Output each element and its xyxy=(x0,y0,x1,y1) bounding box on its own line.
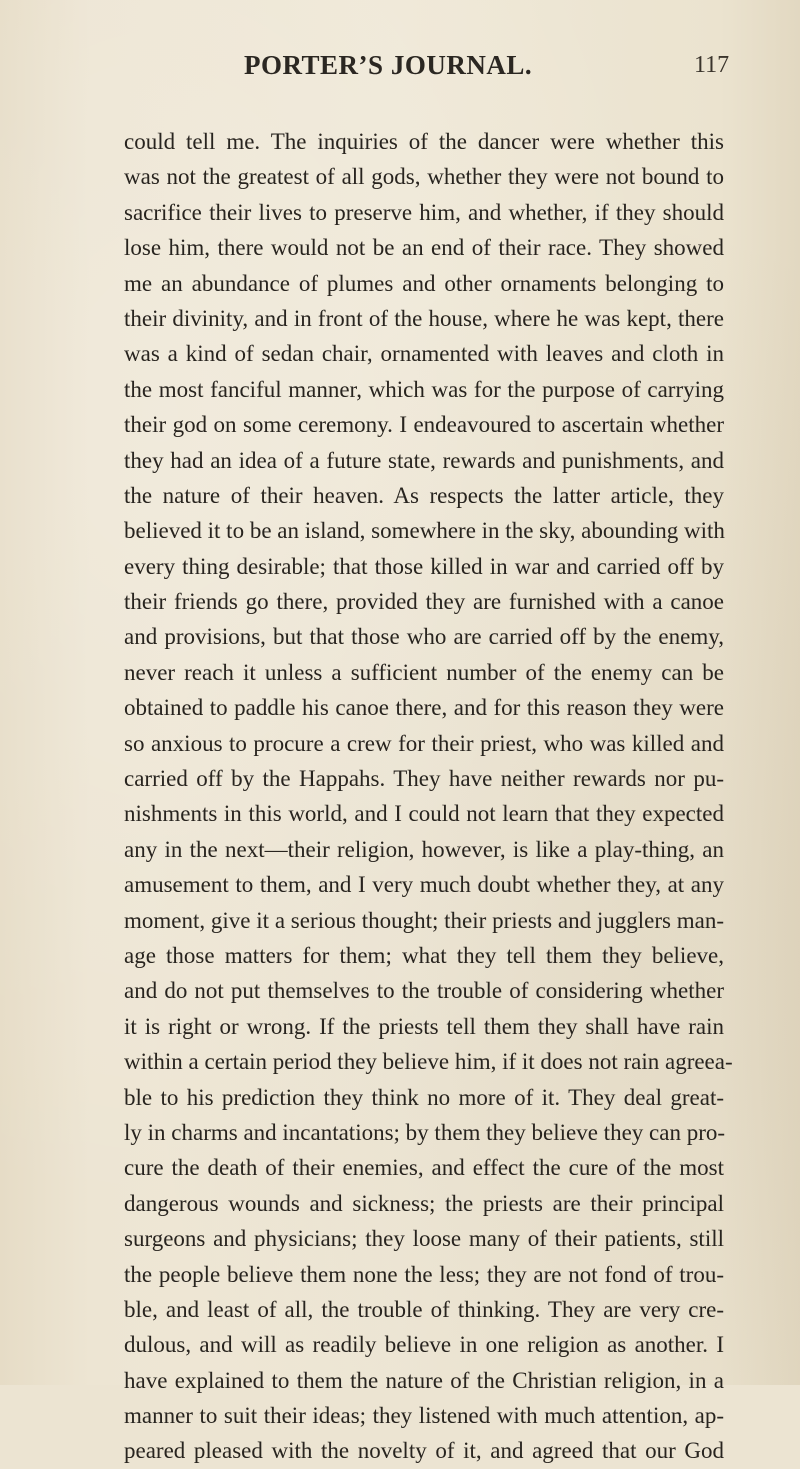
text-line: have explained to them the nature of the Christian religion, in a xyxy=(124,1367,724,1393)
text-line: and provisions, but that those who are carried off by the enemy, xyxy=(124,624,724,650)
text-line: every thing desirable; that those killed in war and carried off by xyxy=(124,553,724,579)
text-line: amusement to them, and I very much doubt whether they, at any xyxy=(124,872,724,898)
text-line: sacrifice their lives to preserve him, and whether, if they should xyxy=(124,199,724,225)
text-line: dangerous wounds and sickness; the priests are their principal xyxy=(124,1190,724,1216)
text-line: within a certain period they believe him, if it does not rain agreea- xyxy=(124,1049,733,1075)
text-line: the people believe them none the less; they are not fond of trou- xyxy=(124,1261,724,1287)
text-line: any in the next—their religion, however, is like a play-thing, an xyxy=(124,836,724,862)
text-line: obtained to paddle his canoe there, and for this reason they were xyxy=(124,695,724,721)
text-line: and do not put themselves to the trouble of considering whether xyxy=(124,978,724,1004)
text-line: cure the death of their enemies, and effect the cure of the most xyxy=(124,1155,724,1181)
text-line: believed it to be an island, somewhere in the sky, abounding with xyxy=(124,518,725,544)
text-line: was not the greatest of all gods, whether they were not bound to xyxy=(124,164,724,190)
text-line: never reach it unless a sufficient number of the enemy can be xyxy=(124,659,724,685)
text-line: ly in charms and incantations; by them they believe they can pro- xyxy=(124,1119,726,1145)
page-number: 117 xyxy=(694,52,730,78)
text-line: surgeons and physicians; they loose many of their patients, still xyxy=(124,1226,724,1252)
text-line: lose him, there would not be an end of their race. They showed xyxy=(124,235,724,261)
text-line: their divinity, and in front of the house, where he was kept, there xyxy=(124,305,724,331)
text-line: was a kind of sedan chair, ornamented with leaves and cloth in xyxy=(124,341,724,367)
text-line: age those matters for them; what they tell them they believe, xyxy=(124,942,724,968)
text-line: their friends go there, provided they are furnished with a canoe xyxy=(124,589,724,615)
text-line: dulous, and will as readily believe in one religion as another. I xyxy=(124,1332,724,1358)
text-line: ble to his prediction they think no more of it. They deal great- xyxy=(124,1084,724,1110)
text-line: it is right or wrong. If the priests tell them they shall have rain xyxy=(124,1013,724,1039)
running-head: PORTER’S JOURNAL. xyxy=(244,50,533,80)
text-line: the nature of their heaven. As respects the latter article, they xyxy=(124,482,724,508)
text-line: me an abundance of plumes and other ornaments belonging to xyxy=(124,270,724,296)
text-line: manner to suit their ideas; they listened with much attention, ap- xyxy=(124,1403,724,1429)
text-line: the most fanciful manner, which was for the purpose of carrying xyxy=(124,376,724,402)
text-line: ble, and least of all, the trouble of thinking. They are very cre- xyxy=(124,1296,724,1322)
text-line: so anxious to procure a crew for their priest, who was killed and xyxy=(124,730,724,756)
text-line: carried off by the Happahs. They have neither rewards nor pu- xyxy=(124,766,724,792)
text-line: could tell me. The inquiries of the dancer were whether this xyxy=(124,129,724,154)
body-text xyxy=(124,124,733,1469)
text-line: their god on some ceremony. I endeavoured to ascertain whether xyxy=(124,412,724,438)
text-line: nishments in this world, and I could not learn that they expected xyxy=(124,801,724,827)
text-line: they had an idea of a future state, rewards and punishments, and xyxy=(124,447,724,473)
text-line: moment, give it a serious thought; their priests and jugglers man- xyxy=(124,907,724,933)
page-header xyxy=(244,50,764,90)
text-line: peared pleased with the novelty of it, and agreed that our God xyxy=(124,1438,724,1464)
